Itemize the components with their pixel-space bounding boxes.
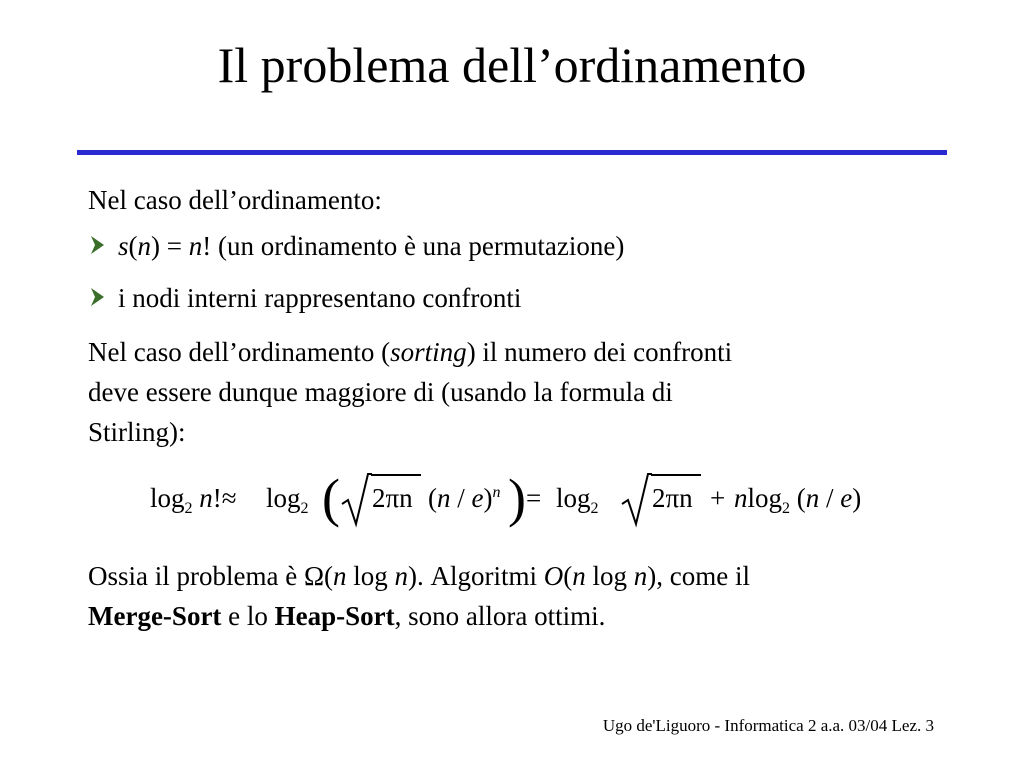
formula-rhs-two-pi-n: 2πn — [652, 483, 693, 513]
formula-equals: = — [526, 483, 542, 513]
formula-close-eq: ) = — [151, 231, 189, 261]
paragraph-line-3: Stirling): — [88, 417, 186, 447]
sqrt-symbol — [340, 470, 372, 530]
sqrt-overline — [371, 470, 421, 476]
formula-factorial: ! — [202, 231, 212, 261]
formula-paren-open: ( — [128, 231, 138, 261]
slide-title: Il problema dell’ordinamento — [217, 37, 807, 93]
formula-rhs-log: $\log_2$ — [556, 483, 599, 517]
formula-plus: + — [710, 483, 726, 513]
slide-body — [88, 180, 948, 452]
formula-n: n — [137, 231, 152, 261]
bullet-item-comparisons — [88, 272, 948, 324]
sorting-term: sorting — [390, 337, 467, 367]
bullet-text: i nodi interni rappresentano confronti — [118, 283, 522, 313]
arrowhead-icon — [88, 224, 118, 280]
formula-rhs-tail: nlog$_2$ (n / e) — [734, 483, 862, 517]
formula-two-pi-n: 2πn — [372, 483, 413, 513]
slide-footer: Ugo de'Liguoro - Informatica 2 a.a. 03/04 Lez. 3 — [602, 716, 934, 735]
paragraph-text-post: ) il numero dei confronti — [466, 337, 733, 367]
formula-big-paren-open: ( — [322, 468, 340, 528]
stirling-paragraph — [88, 332, 948, 452]
arrowhead-icon — [88, 276, 118, 332]
bullet-item-permutations — [88, 220, 948, 272]
conclusion-paragraph: Ossia il problema è Ω(n log n). Algoritmi O(n log n), come il Merge-Sort e lo Heap-Sort, sono allora ottimi. — [88, 561, 751, 631]
formula-log: $\log_2$ — [266, 483, 309, 517]
title-underline — [77, 150, 947, 155]
sqrt-symbol-2 — [620, 470, 652, 530]
formula-s: s — [118, 231, 129, 261]
formula-n2: n — [188, 231, 203, 261]
stirling-formula — [150, 466, 910, 530]
formula-big-paren-close: ) — [508, 468, 526, 528]
formula-lhs: $\log_2 n!\approx$ — [150, 483, 237, 517]
intro-line: Nel caso dell’ordinamento: — [88, 185, 382, 215]
paragraph-line-2: deve essere dunque maggiore di (usando la formula di — [88, 377, 673, 407]
paragraph-text-pre: Nel caso dell’ordinamento ( — [88, 337, 391, 367]
merge-sort-term: Merge-Sort — [88, 601, 222, 631]
title-underline-bar — [77, 150, 947, 155]
heap-sort-term: Heap-Sort — [274, 601, 395, 631]
sqrt-overline-2 — [651, 470, 701, 476]
bullet-text: (un ordinamento è una permutazione) — [211, 231, 625, 261]
formula-n-over-e: (n / e)$^n$ — [428, 483, 501, 513]
